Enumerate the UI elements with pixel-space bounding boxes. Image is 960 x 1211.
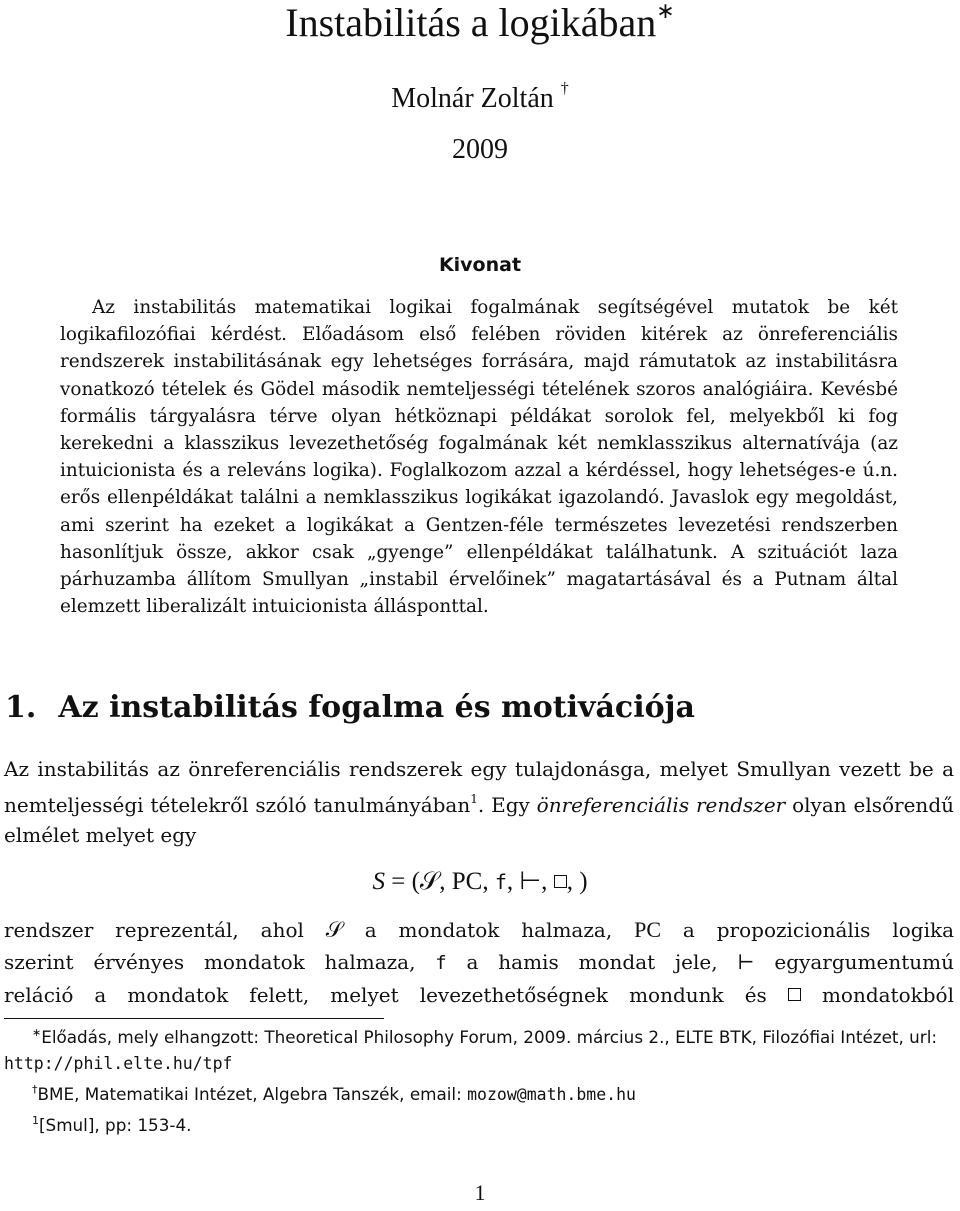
- paper-title: [0, 0, 960, 46]
- author-name: Molnár Zoltán: [391, 83, 554, 114]
- footnote-ref-1: 1: [470, 792, 478, 807]
- paragraph-line-3: [4, 979, 954, 1011]
- turnstile-symbol: ⊢: [737, 952, 755, 974]
- formula-eq: = (: [384, 868, 420, 895]
- page-number: 1: [474, 1180, 486, 1205]
- line3-text-a: reláció a mondatok felett, melyet levezethetőségnek mondunk és: [4, 983, 788, 1007]
- footnote-url-link[interactable]: http://phil.elte.hu/tpf: [4, 1054, 233, 1073]
- line3-text-b: mondatokból: [800, 983, 954, 1007]
- formula-sep1: , ⊢,: [506, 868, 554, 895]
- box-operator-icon: [788, 988, 801, 1001]
- false-symbol: f: [435, 952, 447, 974]
- author-line: [0, 80, 960, 115]
- footnotes: [4, 1020, 954, 1138]
- footnote-author: [4, 1077, 954, 1108]
- paragraph-intro: [4, 754, 954, 851]
- line1-text-b: a mondatok halmaza,: [342, 918, 635, 942]
- footnote-title: [4, 1020, 954, 1077]
- footnote-title-text: Előadás, mely elhangzott: Theoretical Philosophy Forum, 2009. március 2., ELTE BTK, Filozófiai Intézet, url:: [41, 1027, 938, 1047]
- formula-pc: , PC,: [439, 868, 495, 895]
- title-text: Instabilitás a logikában: [285, 0, 657, 45]
- footnote-mark-1: 1: [32, 1114, 39, 1127]
- paragraph-intro-text-c: olyan elsőrendű elmélet melyet egy: [4, 793, 954, 848]
- author-footnote-mark: †: [560, 80, 569, 97]
- paragraph-line-1: [4, 914, 954, 946]
- footnote-mark-dagger: †: [32, 1083, 38, 1096]
- formula-script-s: 𝒮: [419, 868, 440, 895]
- paragraph-intro-text-b: . Egy: [477, 793, 537, 818]
- line2-text-a: szerint érvényes mondatok halmaza,: [4, 950, 436, 974]
- footnote-mark-star: ∗: [32, 1026, 42, 1039]
- title-footnote-mark: ∗: [656, 0, 675, 23]
- publication-year: 2009: [452, 134, 508, 165]
- footnote-ref-text: [Smul], pp: 153-4.: [39, 1115, 192, 1135]
- section-number: 1.: [5, 690, 37, 725]
- paragraph-definition: [4, 914, 954, 1011]
- footnote-email-link[interactable]: mozow@math.bme.hu: [467, 1085, 636, 1104]
- abstract-body: Az instabilitás matematikai logikai fogalmának segítségével mutatok be két logikafilozófiai kérdést. Előadásom első felében röviden kitérek az önreferenciális rendszerek instabilitásának egy lehetséges forrására, majd rámutatok az instabilitásra vonatkozó tételek és Gödel második nemteljességi tételének szoros analógiáira. Kevésbé formális tárgyalásra térve olyan hétköznapi példákat sorolok fel, melyekből ki fog kerekedni a klasszikus levezethetőség fogalmának két nemklasszikus alternatívája (az intuicionista és a releváns logika). Foglalkozom azzal a kérdéssel, hogy lehetséges-e ú.n. erős ellenpéldákat találni a nemklasszikus logikákat igazolandó. Javaslok egy megoldást, ami szerint ha ezeket a logikákat a Gentzen-féle természetes levezetési rendszerben hasonlítjuk össze, akkor csak „gyenge” ellenpéldákat találhatunk. A szituációt laza párhuzamba állítom Smullyan „instabil érvelőinek” magatartásával és a Putnam által elemzett liberalizált intuicionista állásponttal.: [60, 297, 898, 618]
- formula-f: f: [494, 870, 507, 894]
- line1-text-c: a propozicionális logika: [661, 918, 955, 942]
- line2-text-b: a hamis mondat jele,: [446, 950, 738, 974]
- line2-text-c: egyargumentumú: [754, 950, 954, 974]
- box-operator-icon: [554, 875, 567, 888]
- footnote-divider: [4, 1018, 384, 1019]
- line1-text-a: rendszer reprezentál, ahol: [4, 918, 326, 942]
- section-heading: [5, 690, 955, 725]
- pc-symbol: PC: [634, 917, 662, 942]
- formula-sep2: , ): [566, 868, 588, 895]
- footnote-author-text: BME, Matematikai Intézet, Algebra Tanszék, email:: [37, 1084, 468, 1104]
- display-formula: [0, 866, 960, 896]
- formula-lhs: S: [372, 868, 385, 895]
- section-title: Az instabilitás fogalma és motivációja: [58, 690, 695, 725]
- paragraph-intro-text-a: Az instabilitás az önreferenciális rendszerek egy tulajdonásga, melyet Smullyan vezett be a nemteljességi tételekről szóló tanulmányában: [4, 757, 954, 818]
- footnote-ref: [4, 1108, 954, 1138]
- script-s-symbol: 𝒮: [325, 917, 343, 942]
- emphasized-term: önreferenciális rendszer: [536, 793, 786, 818]
- paragraph-line-2: [4, 946, 954, 979]
- abstract-heading: Kivonat: [438, 254, 522, 276]
